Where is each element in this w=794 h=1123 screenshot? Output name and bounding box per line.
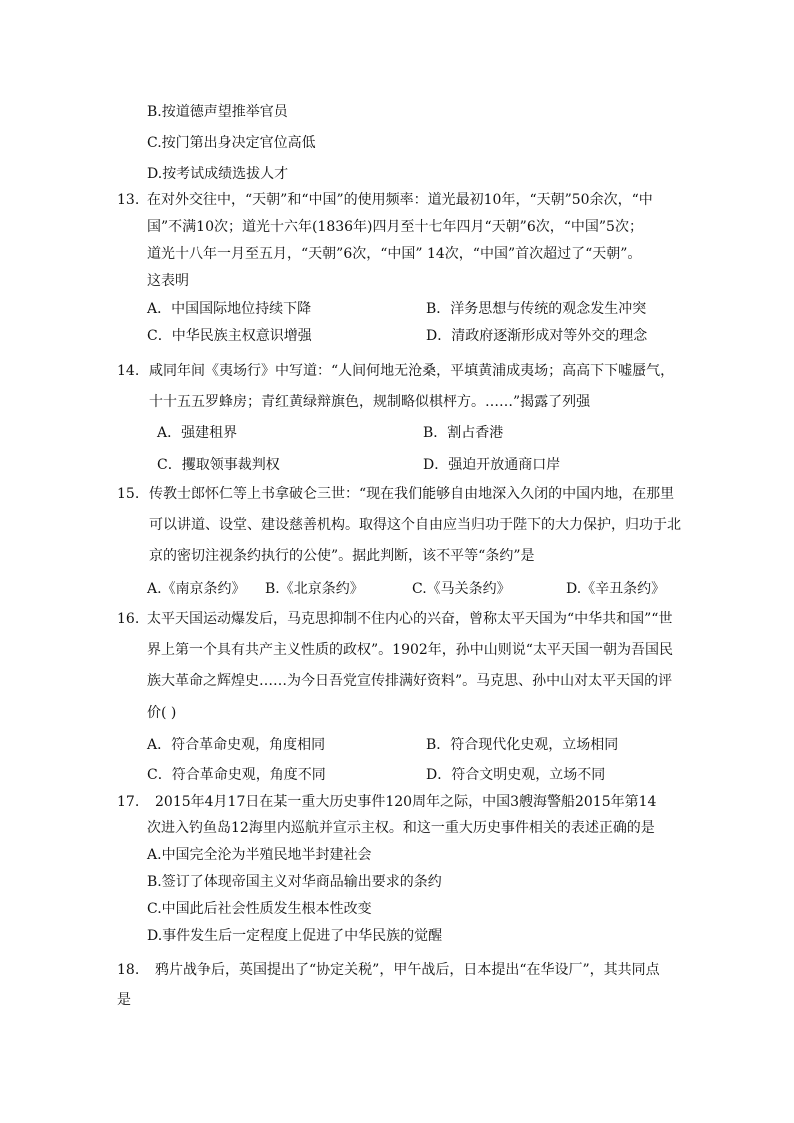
- q16-stem-line: 价( ): [147, 705, 177, 721]
- q18-stem-line: 是: [117, 992, 131, 1008]
- q16-number: 16.: [117, 611, 140, 627]
- q13-stem-line: 这表明: [147, 273, 189, 289]
- q18-number: 18.: [117, 962, 140, 978]
- q13-stem-line: 道光十八年一月至五月，“天朝”6次，“中国” 14次，“中国”首次超过了“天朝”。: [147, 246, 642, 262]
- q16-option-c: C．符合革命史观，角度不同: [147, 767, 326, 783]
- q13-option-a: A．中国国际地位持续下降: [147, 301, 312, 317]
- q15-stem-line: 可以讲道、设堂、建设慈善机构。取得这个自由应当归功于陛下的大力保护，归功于北: [149, 517, 681, 533]
- q16-stem-line: 太平天国运动爆发后，马克思抑制不住内心的兴奋，曾称太平天国为“中华共和国”“世: [147, 611, 673, 627]
- q15-option-b: B.《北京条约》: [265, 581, 364, 597]
- q15-number: 15.: [117, 486, 140, 502]
- q13-option-d: D．清政府逐渐形成对等外交的理念: [426, 328, 648, 344]
- q14-option-a: A．强建租界: [157, 425, 238, 441]
- q17-stem-line: 次进入钓鱼岛12海里内巡航并宣示主权。和这一重大历史事件相关的表述正确的是: [147, 820, 655, 836]
- q15-option-d: D.《辛丑条约》: [566, 581, 666, 597]
- q17-option-a: A.中国完全沦为半殖民地半封建社会: [147, 847, 372, 863]
- q17-number: 17.: [117, 794, 140, 810]
- q15-stem-line: 京的密切注视条约执行的公使”。据此判断，该不平等“条约”是: [149, 548, 535, 564]
- q17-option-d: D.事件发生后一定程度上促进了中华民族的觉醒: [147, 928, 443, 944]
- q15-option-c: C.《马关条约》: [412, 581, 511, 597]
- q16-option-d: D．符合文明史观，立场不同: [426, 767, 606, 783]
- q15-stem-line: 传教士郎怀仁等上书拿破仑三世：“现在我们能够自由地深入久闭的中国内地，在那里: [149, 486, 675, 502]
- q13-stem-line: 在对外交往中，“天朝”和“中国”的使用频率：道光最初10年，“天朝”50余次，“中: [147, 192, 653, 208]
- q16-option-b: B．符合现代化史观，立场相同: [426, 737, 619, 753]
- q14-number: 14.: [117, 363, 140, 379]
- q12-option-d: D.按考试成绩选拔人才: [147, 166, 289, 182]
- q15-option-a: A.《南京条约》: [147, 581, 246, 597]
- q14-stem-line: 咸同年间《夷场行》中写道：“人间何地无沧桑，平填黄浦成夷场；高高下下嘘蜃气，: [149, 363, 675, 379]
- q14-option-c: C．攫取领事裁判权: [157, 457, 280, 473]
- q16-stem-line: 族大革命之辉煌史……为今日吾党宣传排满好资料”。马克思、孙中山对太平天国的评: [147, 673, 673, 689]
- q14-option-d: D．强迫开放通商口岸: [423, 457, 561, 473]
- q17-option-b: B.签订了体现帝国主义对华商品输出要求的条约: [147, 874, 442, 890]
- q17-option-c: C.中国此后社会性质发生根本性改变: [147, 901, 372, 917]
- q18-stem-line: 鸦片战争后，英国提出了“协定关税”，甲午战后，日本提出“在华设厂”，其共同点: [155, 962, 660, 978]
- q13-option-b: B．洋务思想与传统的观念发生冲突: [426, 301, 647, 317]
- q16-stem-line: 界上第一个具有共产主义性质的政权”。1902年，孙中山则说“太平天国一朝为吾国民: [147, 642, 673, 658]
- q14-stem-line: 十十五五罗蜂房；青红黄绿辩旗色，规制略似棋枰方。……”揭露了列强: [149, 394, 591, 410]
- q12-option-c: C.按门第出身决定官位高低: [147, 135, 316, 151]
- q16-option-a: A．符合革命史观，角度相同: [147, 737, 326, 753]
- q13-option-c: C．中华民族主权意识增强: [147, 328, 312, 344]
- q12-option-b: B.按道德声望推举官员: [147, 104, 288, 120]
- q14-option-b: B．割占香港: [423, 425, 504, 441]
- q13-stem-line: 国”不满10次；道光十六年(1836年)四月至十七年四月“天朝”6次，“中国”5次；: [147, 219, 643, 235]
- q17-stem-line: 2015年4月17日在某一重大历史事件120周年之际，中国3艘海警船2015年第14: [155, 794, 657, 810]
- q13-number: 13.: [117, 192, 140, 208]
